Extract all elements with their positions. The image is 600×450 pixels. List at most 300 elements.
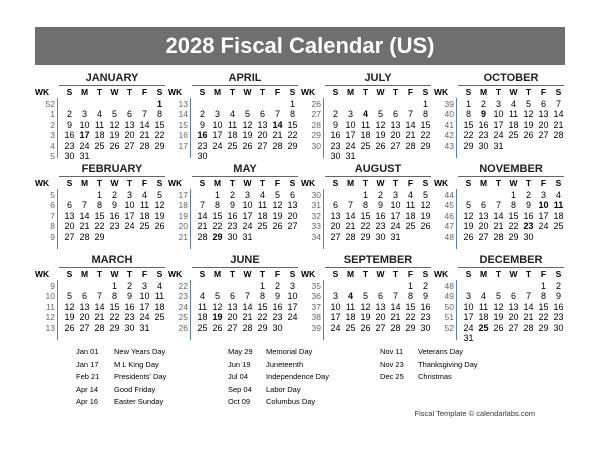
holiday-day-cell[interactable]: 1 [156, 99, 162, 109]
day-cell[interactable]: 13 [79, 301, 90, 312]
day-cell[interactable]: 14 [405, 119, 416, 130]
day-cell[interactable]: 22 [154, 130, 165, 141]
day-cell[interactable]: 29 [360, 231, 371, 242]
day-cell[interactable]: 19 [493, 312, 504, 323]
day-cell[interactable]: 1 [510, 190, 516, 200]
day-cell[interactable]: 15 [257, 301, 268, 312]
day-cell[interactable]: 12 [420, 200, 431, 211]
day-cell[interactable]: 27 [64, 231, 75, 242]
day-cell[interactable]: 10 [390, 200, 401, 211]
day-cell[interactable]: 22 [420, 130, 431, 141]
day-cell[interactable]: 16 [478, 119, 489, 130]
day-cell[interactable]: 14 [242, 301, 253, 312]
day-cell[interactable]: 16 [64, 130, 75, 141]
day-cell[interactable]: 31 [493, 140, 504, 151]
day-cell[interactable]: 14 [345, 210, 356, 221]
day-cell[interactable]: 8 [214, 200, 220, 211]
day-cell[interactable]: 4 [229, 109, 235, 120]
day-cell[interactable]: 19 [154, 210, 165, 221]
day-cell[interactable]: 21 [272, 130, 283, 141]
day-cell[interactable]: 23 [375, 221, 386, 232]
day-cell[interactable]: 13 [227, 301, 238, 312]
day-cell[interactable]: 31 [139, 322, 150, 333]
day-cell[interactable]: 2 [422, 281, 428, 291]
day-cell[interactable]: 26 [493, 322, 504, 333]
day-cell[interactable]: 21 [390, 312, 401, 323]
day-cell[interactable]: 26 [272, 221, 283, 232]
day-cell[interactable]: 16 [553, 301, 564, 312]
day-cell[interactable]: 26 [420, 221, 431, 232]
day-cell[interactable]: 30 [553, 322, 564, 333]
day-cell[interactable]: 4 [555, 190, 561, 200]
day-cell[interactable]: 27 [508, 322, 519, 333]
day-cell[interactable]: 23 [478, 130, 489, 141]
day-cell[interactable]: 11 [405, 200, 416, 211]
day-cell[interactable]: 17 [212, 130, 223, 141]
day-cell[interactable]: 13 [390, 119, 401, 130]
day-cell[interactable]: 27 [478, 231, 489, 242]
day-cell[interactable]: 28 [390, 322, 401, 333]
day-cell[interactable]: 26 [375, 140, 386, 151]
day-cell[interactable]: 8 [465, 109, 471, 120]
day-cell[interactable]: 19 [272, 210, 283, 221]
holiday-day-cell[interactable]: 17 [79, 130, 90, 141]
day-cell[interactable]: 13 [330, 210, 341, 221]
day-cell[interactable]: 28 [405, 140, 416, 151]
day-cell[interactable]: 15 [508, 210, 519, 221]
day-cell[interactable]: 12 [272, 200, 283, 211]
day-cell[interactable]: 11 [478, 301, 489, 312]
day-cell[interactable]: 17 [390, 210, 401, 221]
day-cell[interactable]: 26 [463, 231, 474, 242]
day-cell[interactable]: 21 [523, 312, 534, 323]
day-cell[interactable]: 20 [257, 130, 268, 141]
day-cell[interactable]: 31 [390, 231, 401, 242]
day-cell[interactable]: 19 [463, 221, 474, 232]
day-cell[interactable]: 15 [154, 119, 165, 130]
day-cell[interactable]: 7 [495, 200, 501, 211]
day-cell[interactable]: 28 [523, 322, 534, 333]
day-cell[interactable]: 3 [332, 291, 338, 302]
day-cell[interactable]: 11 [257, 200, 268, 211]
day-cell[interactable]: 22 [287, 130, 298, 141]
day-cell[interactable]: 24 [287, 312, 298, 323]
day-cell[interactable]: 18 [197, 312, 208, 323]
day-cell[interactable]: 2 [525, 190, 531, 200]
day-cell[interactable]: 11 [508, 109, 519, 120]
day-cell[interactable]: 15 [109, 301, 120, 312]
day-cell[interactable]: 8 [259, 291, 265, 302]
day-cell[interactable]: 3 [465, 291, 471, 302]
holiday-day-cell[interactable]: 19 [212, 312, 223, 323]
day-cell[interactable]: 8 [156, 109, 162, 120]
day-cell[interactable]: 25 [139, 221, 150, 232]
day-cell[interactable]: 11 [154, 291, 165, 302]
day-cell[interactable]: 17 [538, 210, 549, 221]
day-cell[interactable]: 18 [553, 210, 564, 221]
day-cell[interactable]: 23 [124, 312, 135, 323]
day-cell[interactable]: 25 [94, 140, 105, 151]
day-cell[interactable]: 23 [330, 140, 341, 151]
day-cell[interactable]: 8 [422, 109, 428, 120]
day-cell[interactable]: 2 [229, 190, 235, 200]
day-cell[interactable]: 24 [330, 322, 341, 333]
day-cell[interactable]: 9 [332, 119, 338, 130]
day-cell[interactable]: 12 [523, 109, 534, 120]
day-cell[interactable]: 25 [360, 140, 371, 151]
day-cell[interactable]: 11 [94, 119, 105, 130]
day-cell[interactable]: 6 [259, 109, 265, 120]
day-cell[interactable]: 12 [212, 301, 223, 312]
day-cell[interactable]: 3 [126, 190, 132, 200]
day-cell[interactable]: 12 [64, 301, 75, 312]
day-cell[interactable]: 27 [390, 140, 401, 151]
day-cell[interactable]: 11 [139, 200, 150, 211]
day-cell[interactable]: 29 [287, 140, 298, 151]
day-cell[interactable]: 30 [124, 322, 135, 333]
day-cell[interactable]: 22 [360, 221, 371, 232]
day-cell[interactable]: 1 [407, 281, 413, 291]
day-cell[interactable]: 9 [377, 200, 383, 211]
holiday-day-cell[interactable]: 25 [478, 322, 489, 333]
day-cell[interactable]: 4 [510, 99, 516, 109]
day-cell[interactable]: 29 [538, 322, 549, 333]
day-cell[interactable]: 26 [523, 130, 534, 141]
day-cell[interactable]: 11 [360, 119, 371, 130]
day-cell[interactable]: 13 [257, 119, 268, 130]
day-cell[interactable]: 31 [79, 151, 90, 161]
day-cell[interactable]: 24 [345, 140, 356, 151]
day-cell[interactable]: 19 [64, 312, 75, 323]
day-cell[interactable]: 18 [227, 130, 238, 141]
day-cell[interactable]: 9 [111, 200, 117, 211]
day-cell[interactable]: 29 [154, 140, 165, 151]
day-cell[interactable]: 28 [94, 322, 105, 333]
day-cell[interactable]: 19 [242, 130, 253, 141]
day-cell[interactable]: 12 [154, 200, 165, 211]
day-cell[interactable]: 10 [242, 200, 253, 211]
day-cell[interactable]: 8 [96, 200, 102, 211]
day-cell[interactable]: 28 [553, 130, 564, 141]
holiday-day-cell[interactable]: 16 [197, 130, 208, 141]
day-cell[interactable]: 18 [478, 312, 489, 323]
day-cell[interactable]: 19 [375, 130, 386, 141]
day-cell[interactable]: 13 [124, 119, 135, 130]
day-cell[interactable]: 20 [64, 221, 75, 232]
day-cell[interactable]: 10 [463, 301, 474, 312]
day-cell[interactable]: 7 [347, 200, 353, 211]
day-cell[interactable]: 3 [540, 190, 546, 200]
day-cell[interactable]: 11 [345, 301, 356, 312]
day-cell[interactable]: 7 [274, 109, 280, 120]
day-cell[interactable]: 19 [420, 210, 431, 221]
day-cell[interactable]: 26 [212, 322, 223, 333]
day-cell[interactable]: 21 [197, 221, 208, 232]
day-cell[interactable]: 21 [553, 119, 564, 130]
day-cell[interactable]: 13 [508, 301, 519, 312]
day-cell[interactable]: 30 [227, 231, 238, 242]
day-cell[interactable]: 5 [274, 190, 280, 200]
day-cell[interactable]: 18 [154, 301, 165, 312]
day-cell[interactable]: 22 [109, 312, 120, 323]
day-cell[interactable]: 26 [109, 140, 120, 151]
day-cell[interactable]: 12 [109, 119, 120, 130]
day-cell[interactable]: 2 [126, 281, 132, 291]
day-cell[interactable]: 1 [214, 190, 220, 200]
day-cell[interactable]: 1 [422, 99, 428, 109]
day-cell[interactable]: 5 [377, 109, 383, 120]
day-cell[interactable]: 20 [287, 210, 298, 221]
day-cell[interactable]: 22 [405, 312, 416, 323]
day-cell[interactable]: 25 [227, 140, 238, 151]
holiday-day-cell[interactable]: 4 [347, 291, 353, 302]
day-cell[interactable]: 20 [227, 312, 238, 323]
day-cell[interactable]: 14 [390, 301, 401, 312]
day-cell[interactable]: 23 [64, 140, 75, 151]
day-cell[interactable]: 10 [79, 119, 90, 130]
day-cell[interactable]: 21 [139, 130, 150, 141]
day-cell[interactable]: 24 [493, 130, 504, 141]
day-cell[interactable]: 26 [154, 221, 165, 232]
day-cell[interactable]: 1 [259, 281, 265, 291]
day-cell[interactable]: 9 [126, 291, 132, 302]
day-cell[interactable]: 30 [478, 140, 489, 151]
day-cell[interactable]: 15 [538, 301, 549, 312]
day-cell[interactable]: 17 [463, 312, 474, 323]
day-cell[interactable]: 28 [242, 322, 253, 333]
day-cell[interactable]: 23 [272, 312, 283, 323]
day-cell[interactable]: 29 [109, 322, 120, 333]
day-cell[interactable]: 12 [242, 119, 253, 130]
day-cell[interactable]: 12 [375, 119, 386, 130]
holiday-day-cell[interactable]: 11 [553, 200, 564, 211]
day-cell[interactable]: 2 [111, 190, 117, 200]
day-cell[interactable]: 16 [272, 301, 283, 312]
day-cell[interactable]: 6 [480, 200, 486, 211]
day-cell[interactable]: 14 [94, 301, 105, 312]
day-cell[interactable]: 25 [154, 312, 165, 323]
day-cell[interactable]: 20 [390, 130, 401, 141]
day-cell[interactable]: 4 [259, 190, 265, 200]
day-cell[interactable]: 13 [478, 210, 489, 221]
day-cell[interactable]: 2 [332, 109, 338, 120]
day-cell[interactable]: 28 [493, 231, 504, 242]
day-cell[interactable]: 3 [392, 190, 398, 200]
day-cell[interactable]: 27 [79, 322, 90, 333]
day-cell[interactable]: 18 [139, 210, 150, 221]
day-cell[interactable]: 27 [375, 322, 386, 333]
day-cell[interactable]: 24 [390, 221, 401, 232]
day-cell[interactable]: 22 [538, 312, 549, 323]
day-cell[interactable]: 6 [377, 291, 383, 302]
day-cell[interactable]: 1 [362, 190, 368, 200]
day-cell[interactable]: 10 [139, 291, 150, 302]
day-cell[interactable]: 14 [493, 210, 504, 221]
day-cell[interactable]: 9 [555, 291, 561, 302]
day-cell[interactable]: 10 [345, 119, 356, 130]
day-cell[interactable]: 11 [197, 301, 208, 312]
day-cell[interactable]: 14 [79, 210, 90, 221]
day-cell[interactable]: 4 [407, 190, 413, 200]
day-cell[interactable]: 7 [407, 109, 413, 120]
day-cell[interactable]: 4 [199, 291, 205, 302]
day-cell[interactable]: 22 [508, 221, 519, 232]
holiday-day-cell[interactable]: 4 [362, 109, 368, 120]
day-cell[interactable]: 17 [493, 119, 504, 130]
day-cell[interactable]: 3 [289, 281, 295, 291]
day-cell[interactable]: 19 [360, 312, 371, 323]
day-cell[interactable]: 21 [405, 130, 416, 141]
day-cell[interactable]: 3 [214, 109, 220, 120]
day-cell[interactable]: 1 [540, 281, 546, 291]
day-cell[interactable]: 4 [96, 109, 102, 120]
day-cell[interactable]: 6 [332, 200, 338, 211]
day-cell[interactable]: 8 [362, 200, 368, 211]
day-cell[interactable]: 28 [197, 231, 208, 242]
day-cell[interactable]: 16 [420, 301, 431, 312]
day-cell[interactable]: 17 [330, 312, 341, 323]
day-cell[interactable]: 9 [525, 200, 531, 211]
day-cell[interactable]: 20 [330, 221, 341, 232]
day-cell[interactable]: 23 [553, 312, 564, 323]
day-cell[interactable]: 8 [111, 291, 117, 302]
day-cell[interactable]: 2 [199, 109, 205, 120]
day-cell[interactable]: 5 [465, 200, 471, 211]
day-cell[interactable]: 5 [214, 291, 220, 302]
holiday-day-cell[interactable]: 23 [523, 221, 534, 232]
day-cell[interactable]: 6 [126, 109, 132, 120]
day-cell[interactable]: 15 [287, 119, 298, 130]
day-cell[interactable]: 26 [64, 322, 75, 333]
day-cell[interactable]: 10 [330, 301, 341, 312]
day-cell[interactable]: 5 [66, 291, 72, 302]
day-cell[interactable]: 17 [287, 301, 298, 312]
day-cell[interactable]: 6 [392, 109, 398, 120]
day-cell[interactable]: 16 [109, 210, 120, 221]
day-cell[interactable]: 28 [272, 140, 283, 151]
day-cell[interactable]: 24 [139, 312, 150, 323]
day-cell[interactable]: 20 [508, 312, 519, 323]
day-cell[interactable]: 2 [274, 281, 280, 291]
day-cell[interactable]: 9 [66, 119, 72, 130]
day-cell[interactable]: 8 [407, 291, 413, 302]
day-cell[interactable]: 10 [493, 109, 504, 120]
day-cell[interactable]: 13 [64, 210, 75, 221]
day-cell[interactable]: 7 [555, 99, 561, 109]
day-cell[interactable]: 12 [463, 210, 474, 221]
day-cell[interactable]: 5 [111, 109, 117, 120]
day-cell[interactable]: 5 [422, 190, 428, 200]
day-cell[interactable]: 5 [362, 291, 368, 302]
day-cell[interactable]: 14 [553, 109, 564, 120]
day-cell[interactable]: 8 [289, 109, 295, 120]
day-cell[interactable]: 15 [405, 301, 416, 312]
day-cell[interactable]: 7 [244, 291, 250, 302]
day-cell[interactable]: 4 [141, 190, 147, 200]
holiday-day-cell[interactable]: 29 [212, 231, 223, 242]
day-cell[interactable]: 2 [555, 281, 561, 291]
day-cell[interactable]: 20 [478, 221, 489, 232]
day-cell[interactable]: 18 [360, 130, 371, 141]
day-cell[interactable]: 24 [242, 221, 253, 232]
day-cell[interactable]: 25 [197, 322, 208, 333]
day-cell[interactable]: 27 [287, 221, 298, 232]
day-cell[interactable]: 20 [375, 312, 386, 323]
day-cell[interactable]: 30 [197, 151, 208, 161]
day-cell[interactable]: 4 [156, 281, 162, 291]
day-cell[interactable]: 13 [287, 200, 298, 211]
day-cell[interactable]: 18 [345, 312, 356, 323]
day-cell[interactable]: 17 [124, 210, 135, 221]
day-cell[interactable]: 7 [525, 291, 531, 302]
day-cell[interactable]: 5 [525, 99, 531, 109]
day-cell[interactable]: 21 [345, 221, 356, 232]
day-cell[interactable]: 30 [375, 231, 386, 242]
day-cell[interactable]: 21 [79, 221, 90, 232]
day-cell[interactable]: 30 [420, 322, 431, 333]
day-cell[interactable]: 7 [141, 109, 147, 120]
day-cell[interactable]: 18 [405, 210, 416, 221]
day-cell[interactable]: 22 [212, 221, 223, 232]
day-cell[interactable]: 23 [109, 221, 120, 232]
day-cell[interactable]: 29 [257, 322, 268, 333]
day-cell[interactable]: 10 [124, 200, 135, 211]
day-cell[interactable]: 15 [360, 210, 371, 221]
day-cell[interactable]: 3 [347, 109, 353, 120]
day-cell[interactable]: 25 [405, 221, 416, 232]
day-cell[interactable]: 29 [420, 140, 431, 151]
day-cell[interactable]: 27 [227, 322, 238, 333]
day-cell[interactable]: 22 [257, 312, 268, 323]
day-cell[interactable]: 27 [330, 231, 341, 242]
day-cell[interactable]: 2 [66, 109, 72, 120]
day-cell[interactable]: 8 [540, 291, 546, 302]
day-cell[interactable]: 28 [139, 140, 150, 151]
day-cell[interactable]: 31 [345, 151, 356, 161]
day-cell[interactable]: 2 [480, 99, 486, 109]
day-cell[interactable]: 24 [212, 140, 223, 151]
day-cell[interactable]: 9 [274, 291, 280, 302]
day-cell[interactable]: 31 [463, 333, 474, 343]
day-cell[interactable]: 5 [156, 190, 162, 200]
day-cell[interactable]: 17 [139, 301, 150, 312]
day-cell[interactable]: 21 [493, 221, 504, 232]
day-cell[interactable]: 7 [392, 291, 398, 302]
day-cell[interactable]: 3 [81, 109, 87, 120]
day-cell[interactable]: 26 [360, 322, 371, 333]
day-cell[interactable]: 6 [510, 291, 516, 302]
day-cell[interactable]: 5 [244, 109, 250, 120]
day-cell[interactable]: 19 [109, 130, 120, 141]
day-cell[interactable]: 28 [345, 231, 356, 242]
day-cell[interactable]: 4 [480, 291, 486, 302]
day-cell[interactable]: 25 [508, 130, 519, 141]
day-cell[interactable]: 11 [227, 119, 238, 130]
day-cell[interactable]: 25 [345, 322, 356, 333]
day-cell[interactable]: 29 [463, 140, 474, 151]
day-cell[interactable]: 10 [212, 119, 223, 130]
day-cell[interactable]: 15 [212, 210, 223, 221]
day-cell[interactable]: 24 [79, 140, 90, 151]
day-cell[interactable]: 9 [422, 291, 428, 302]
day-cell[interactable]: 6 [540, 99, 546, 109]
day-cell[interactable]: 14 [197, 210, 208, 221]
day-cell[interactable]: 15 [94, 210, 105, 221]
day-cell[interactable]: 22 [463, 130, 474, 141]
day-cell[interactable]: 20 [79, 312, 90, 323]
day-cell[interactable]: 13 [538, 109, 549, 120]
day-cell[interactable]: 16 [375, 210, 386, 221]
